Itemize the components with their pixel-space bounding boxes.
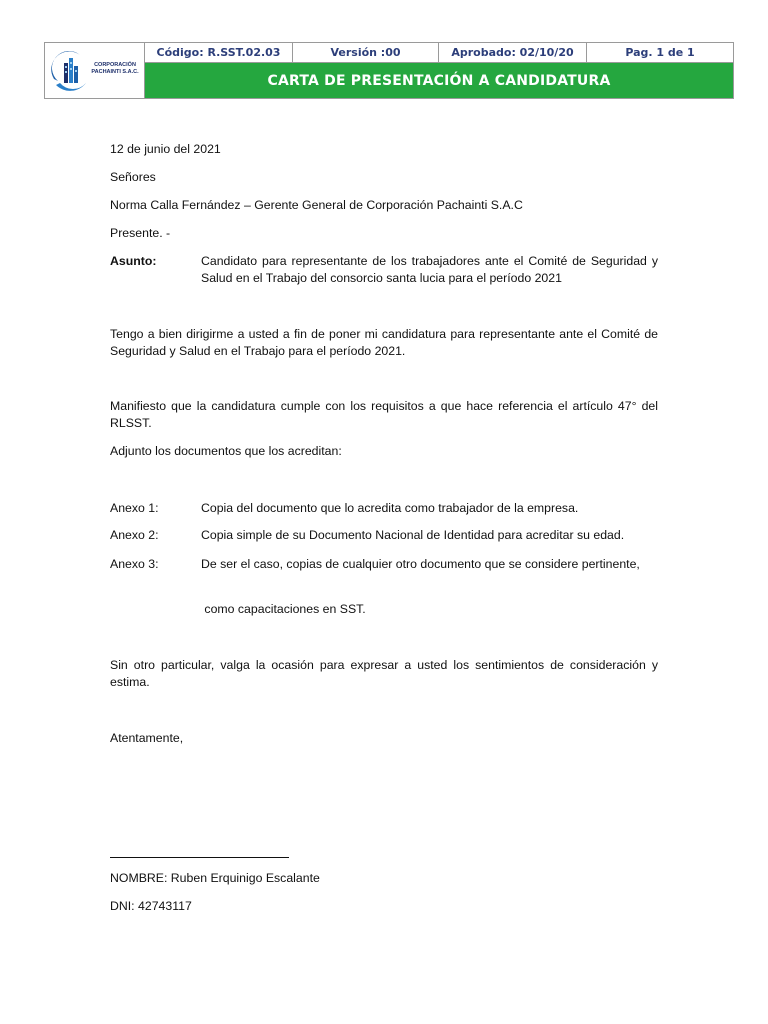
aprobado-cell: Aprobado: 02/10/20: [439, 43, 587, 62]
annex-text: De ser el caso, copias de cualquier otro documento que se considere pertinente,: [201, 557, 640, 571]
recipient-line: Norma Calla Fernández – Gerente General de Corporación Pachainti S.A.C: [110, 198, 523, 212]
letter-date: 12 de junio del 2021: [110, 142, 221, 156]
document-meta-row: [145, 43, 733, 63]
annex-label: Anexo 3:: [110, 557, 159, 571]
codigo-cell: Código: R.SST.02.03: [145, 43, 293, 62]
presente-line: Presente. -: [110, 226, 171, 240]
signature-line: [110, 857, 289, 858]
annex-text: Copia simple de su Documento Nacional de Identidad para acreditar su edad.: [201, 528, 625, 542]
adjunto-line: Adjunto los documentos que los acreditan:: [110, 444, 342, 458]
company-logo: [45, 43, 145, 98]
signer-dni: DNI: 42743117: [110, 899, 192, 913]
annex-3-continuation: como capacitaciones en SST.: [201, 602, 366, 616]
document-title: CARTA DE PRESENTACIÓN A CANDIDATURA: [145, 63, 733, 98]
annex-label: Anexo 1:: [110, 501, 159, 515]
annex-text: Copia del documento que lo acredita como trabajador de la empresa.: [201, 501, 579, 515]
logo-wordmark: CORPORACIÓN PACHAINTI S.A.C.: [91, 62, 139, 75]
paragraph-requisitos: Manifiesto que la candidatura cumple con los requisitos a que hace referencia el artículo 47° del RLSST.: [110, 399, 658, 430]
salutation: Señores: [110, 170, 156, 184]
building-logo-icon: [50, 49, 90, 93]
asunto-label: Asunto:: [110, 254, 157, 268]
version-cell: Versión :00: [293, 43, 439, 62]
paragraph-candidatura: Tengo a bien dirigirme a usted a fin de poner mi candidatura para representante ante el Comité de Seguridad y Salud en el Trabajo para el período 2021.: [110, 327, 658, 358]
annex-label: Anexo 2:: [110, 528, 159, 542]
signer-name: NOMBRE: Ruben Erquinigo Escalante: [110, 871, 320, 885]
document-header: [44, 42, 734, 99]
closing-paragraph: Sin otro particular, valga la ocasión para expresar a usted los sentimientos de consideración y estima.: [110, 658, 658, 689]
atentamente: Atentamente,: [110, 731, 184, 745]
page-number-cell: Pag. 1 de 1: [625, 46, 695, 59]
asunto-text: Candidato para representante de los trabajadores ante el Comité de Seguridad y Salud en el Trabajo del consorcio santa lucia para el período 2021: [201, 254, 658, 285]
